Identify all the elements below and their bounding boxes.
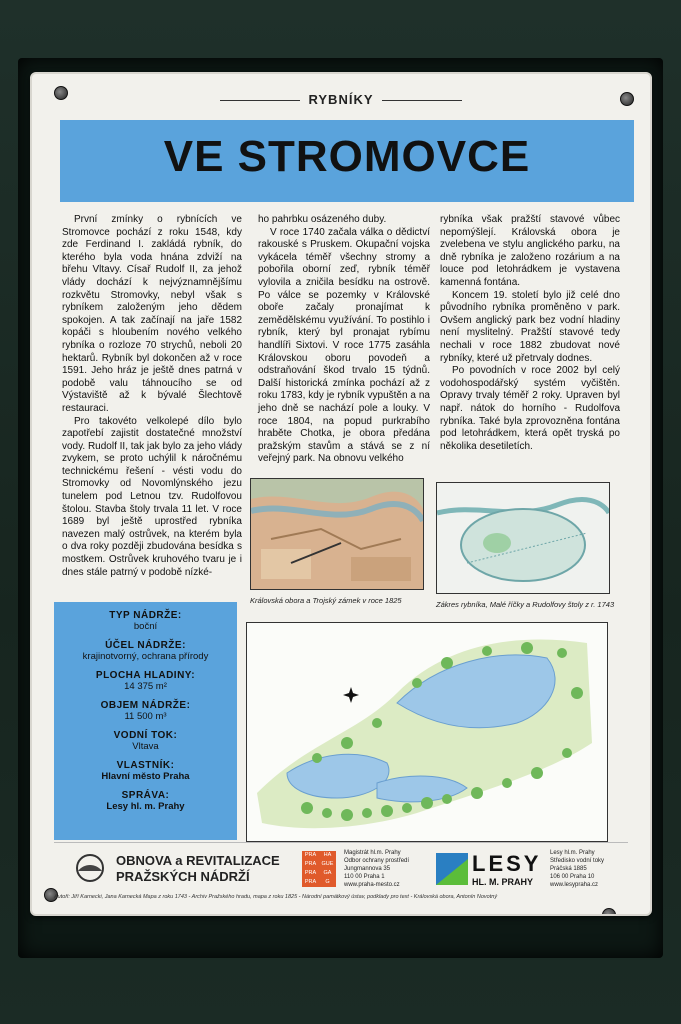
title-banner bbox=[60, 120, 634, 202]
info-label: SPRÁVA: bbox=[121, 790, 170, 801]
historic-map-1825 bbox=[250, 478, 424, 590]
lesy-wordmark: LESY bbox=[472, 851, 542, 876]
map-caption-1: Královská obora a Trojský zámek v roce 1825 bbox=[250, 596, 402, 605]
info-value: boční bbox=[133, 621, 158, 632]
info-label: TYP NÁDRŽE: bbox=[109, 610, 182, 621]
info-label: PLOCHA HLADINY: bbox=[95, 670, 196, 681]
screw-icon bbox=[602, 908, 616, 916]
text-column-1 bbox=[62, 214, 242, 579]
program-name-line2: PRAŽSKÝCH NÁDRŽÍ bbox=[116, 869, 250, 884]
information-board bbox=[30, 72, 652, 916]
lesy-subtitle: HL. M. PRAHY bbox=[472, 877, 534, 887]
info-value: krajinotvorný, ochrana přírody bbox=[82, 651, 209, 662]
info-label: OBJEM NÁDRŽE: bbox=[100, 700, 191, 711]
board-kicker: RYBNÍKY bbox=[32, 92, 650, 107]
info-label: VODNÍ TOK: bbox=[113, 730, 178, 741]
info-value: Hlavní město Praha bbox=[101, 771, 190, 782]
info-label: VLASTNÍK: bbox=[116, 760, 175, 771]
info-value: Lesy hl. m. Prahy bbox=[106, 801, 185, 812]
prague-logo: PRA HA PRA GUE PRA GA PRA G bbox=[302, 851, 336, 887]
credits-line: Autoři: Jiří Karnecki, Jana Karnecká Mapa z roku 1743 - Archiv Pražského hradu, mapa z roku 1825 - Národní památkový ústav, podklady pro text - Královská obora, Antonín Novotný bbox=[54, 894, 498, 900]
historic-map-1743 bbox=[436, 482, 610, 594]
program-name-line1: OBNOVA a REVITALIZACE bbox=[116, 853, 280, 868]
info-value: 11 500 m³ bbox=[124, 711, 167, 722]
info-value: Vltava bbox=[132, 741, 159, 752]
paragraph: rybníka však pražští stavové vůbec nepomýšlejí. Královská obora je zvelebena ve stylu anglického parku, na dně rybníka je založeno rozárium a na louce pod letohrádkem je vystavena kamenná fontána. bbox=[440, 214, 620, 288]
map-caption-2: Zákres rybníka, Malé říčky a Rudolfovy štoly z r. 1743 bbox=[436, 600, 615, 609]
lesy-logo-icon bbox=[436, 853, 468, 885]
paragraph: Pro takovéto velkolepé dílo bylo zapotřebí zajistit dostatečné množství vody. Rudolf II, tak jak bylo za jeho vlády zvykem, se proto uchýlil k náročnému technickému řešení - vésti vodu do Stromovky od Novomlýnského jezu tunelem pod Letnou tzv. Rudolfovou štolou. Stavba štoly trvala 11 let. V roce 1689 byl ještě uprostřed rybníka navezen malý ostrůvek, na kterém byla o dva roky později zbudována besídka s mostkem. Ostrůvek kruhového tvaru je i dnes stále patrný v podobě nízké- bbox=[62, 415, 242, 578]
paragraph: Po povodních v roce 2002 byl celý vodohospodářský systém vyčištěn. Opravy trvaly téměř 2 roky. Upraven byl např. nátok do horního - Rudolfova rybníka. Také byla zprovozněna fontána pod letohrádkem, která opět tryská po několika desetiletích. bbox=[440, 365, 620, 452]
info-value: 14 375 m² bbox=[124, 681, 167, 692]
reservoir-info-box bbox=[54, 602, 237, 840]
paragraph: První zmínky o rybnících ve Stromovce pochází z roku 1548, kdy zde Ferdinand I. zakládá rybník, do kterého byla voda hnána zdviží na břehu Vltavy. Císař Rudolf II, za jehož vlády dochází k nejvýznamnějšímu rozkvětu Stromovky, nebyl však s rybníkem založeným jeho dědem spokojen. A tak začínají na jaře 1582 kopáči s hloubením nového velkého rybníka o rozloze 70 strychů, neboli 20 hektarů. Rybník byl dokončen až v roce 1591. Jeho hráz je ještě dnes patrná v podobě valu táhnoucího se od Výstaviště až k bývalé Šlechtově restauraci. bbox=[62, 214, 242, 414]
text-column-3 bbox=[440, 214, 620, 453]
paragraph: V roce 1740 začala válka o dědictví rakouské s Pruskem. Okupační vojska vykácela téměř všechny stromy a pobořila oborní zeď, rybník téměř vylovila a zničila besídku na ostrově. Po válce se pozemky v Královské oboře začaly pronajímat k zemědělskému využívání. To postihlo i rybník, který byl pronajat rybímu handlíři Sixtovi. V roce 1775 zasáhla Královskou oboru povodeň a odstraňování škod trvalo 15 týdnů. Další historická zmínka pochází až z roku 1783, kdy je rybník vypuštěn a na jeho dně se nachází pole a louky. V roce 1804, na popud purkrabího hraběte Chotka, je obora předána pražským stavům a stává se z ní veřejný park. Na obnovu velkého bbox=[258, 226, 430, 465]
text-column-2 bbox=[258, 214, 430, 466]
lesy-address: Lesy hl.m. Prahy Středisko vodní toky Práčská 1885 106 00 Praha 10 www.lesypraha.cz bbox=[550, 850, 605, 888]
info-label: ÚČEL NÁDRŽE: bbox=[105, 640, 186, 651]
board-title: VE STROMOVCE bbox=[163, 132, 531, 181]
magistrat-address: Magistrát hl.m. Prahy Odbor ochrany prostředí Jungmannova 35 110 00 Praha 1 www.praha-mesto.cz bbox=[344, 850, 410, 888]
paragraph: ho pahrbku osázeného duby. bbox=[258, 214, 387, 225]
reservoir-logo-icon bbox=[68, 853, 112, 883]
park-plan-map bbox=[246, 622, 608, 842]
paragraph: Koncem 19. století bylo již celé dno původního rybníka proměněno v park. Ovšem anglický park bez vodní hladiny není myslitelný. Pražští stavové tedy nechali v roce 1882 zbudovat nové rybníky, které už přetrvaly dodnes. bbox=[440, 289, 620, 364]
